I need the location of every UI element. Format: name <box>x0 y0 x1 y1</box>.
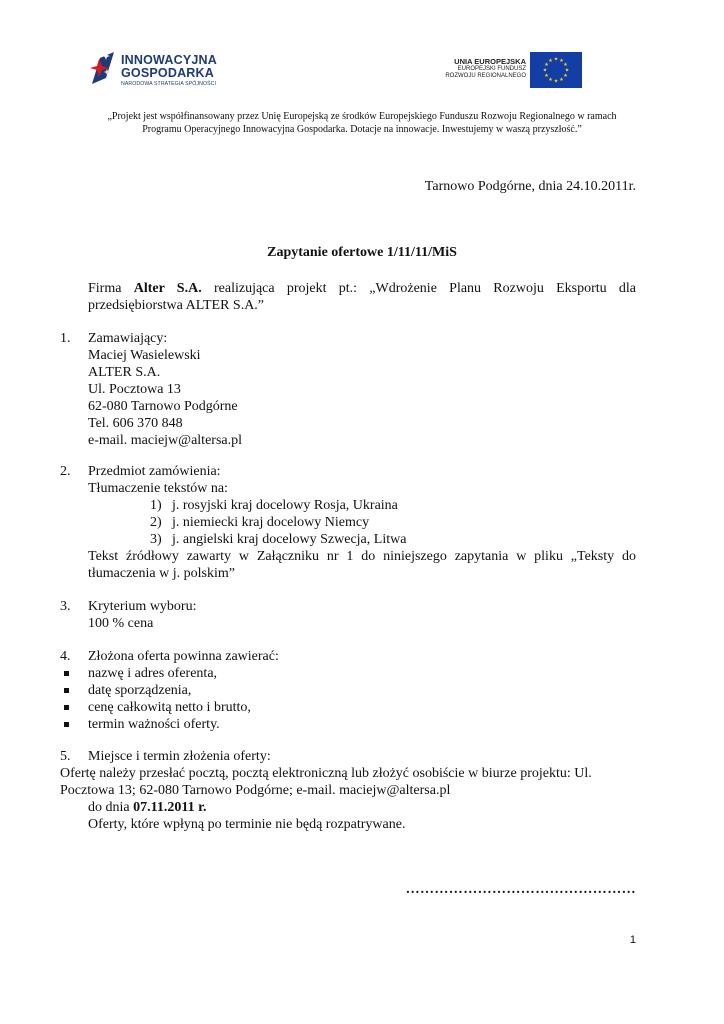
section3-number: 3. <box>60 599 71 614</box>
eu-flag-icon <box>530 52 582 88</box>
signature-line: ………………………………………… <box>405 882 636 897</box>
translation-item-number: 2) <box>150 515 162 530</box>
late-offers-note: Oferty, które wpłyną po terminie nie będą rozpatrywane. <box>88 817 406 832</box>
offer-requirement <box>60 699 636 716</box>
eu-title: UNIA EUROPEJSKA <box>454 57 526 66</box>
section-submission <box>60 748 636 833</box>
section2-subheading: Tłumaczenie tekstów na: <box>88 481 228 496</box>
translation-item-number: 3) <box>150 532 162 547</box>
offer-requirement <box>60 665 636 682</box>
offer-requirement <box>60 682 636 699</box>
contact-email: e-mail. maciejw@altersa.pl <box>88 433 242 448</box>
section5-number: 5. <box>60 749 71 764</box>
section4-number: 4. <box>60 649 71 664</box>
svg-text:★: ★ <box>553 56 559 63</box>
contact-company: ALTER S.A. <box>88 365 161 380</box>
deadline-prefix: do dnia <box>88 800 130 815</box>
bullet-icon <box>60 699 88 716</box>
submission-text: Ofertę należy przesłać pocztą, pocztą elektroniczną lub złożyć osobiście w biurze projektu: Ul. Pocztowa 13; 62-080 Tarnowo Podgórne; e-mail. maciejw@altersa.pl <box>60 766 592 798</box>
source-text-note: Tekst źródłowy zawarty w Załączniku nr 1 do niniejszego zapytania w pliku „Teksty do tłumaczenia w j. polskim” <box>88 549 636 581</box>
bullet-icon <box>60 665 88 682</box>
ig-subtitle: NARODOWA STRATEGIA SPÓJNOŚCI <box>121 81 217 87</box>
translation-item-text: j. rosyjski kraj docelowy Rosja, Ukraina <box>172 498 398 513</box>
section-subject <box>60 463 636 582</box>
svg-text:★: ★ <box>544 62 549 68</box>
svg-text:★: ★ <box>564 67 570 74</box>
deadline-date: 07.11.2011 r. <box>133 800 207 815</box>
date-line: Tarnowo Podgórne, dnia 24.10.2011r. <box>424 179 636 194</box>
bullet-icon <box>60 682 88 699</box>
svg-text:★: ★ <box>553 78 559 85</box>
ig-title-line1: INNOWACYJNA <box>121 53 217 67</box>
section4-heading: Złożona oferta powinna zawierać: <box>88 649 279 664</box>
page-number: 1 <box>629 934 636 946</box>
section3-heading: Kryterium wyboru: <box>88 599 197 614</box>
contact-name: Maciej Wasielewski <box>88 348 201 363</box>
criterion-value: 100 % cena <box>88 616 154 631</box>
section2-number: 2. <box>60 464 71 479</box>
section-offer-contents <box>60 648 636 733</box>
intro-company: Alter S.A. <box>133 281 202 296</box>
innowacyjna-gospodarka-logo <box>88 46 238 92</box>
section1-number: 1. <box>60 331 71 346</box>
translation-item-text: j. niemiecki kraj docelowy Niemcy <box>172 515 370 530</box>
svg-text:★: ★ <box>563 62 568 68</box>
intro-paragraph <box>88 280 636 314</box>
offer-requirement-text: termin ważności oferty. <box>88 717 220 732</box>
translation-item <box>60 497 636 514</box>
section5-heading: Miejsce i termin złożenia oferty: <box>88 749 271 764</box>
eu-fund-line2: ROZWOJU REGIONALNEGO <box>445 73 526 79</box>
intro-firma: Firma <box>88 281 122 296</box>
eu-fund-line1: EUROPEJSKI FUNDUSZ <box>457 66 526 72</box>
contact-city: 62-080 Tarnowo Podgórne <box>88 399 238 414</box>
section-criterion <box>60 598 636 632</box>
ig-title-line2: GOSPODARKA <box>121 66 214 80</box>
translation-item <box>60 531 636 548</box>
svg-text:★: ★ <box>544 73 549 79</box>
translation-item-text: j. angielski kraj docelowy Szwecja, Litwa <box>172 532 407 547</box>
svg-text:★: ★ <box>563 73 568 79</box>
section2-heading: Przedmiot zamówienia: <box>88 464 221 479</box>
offer-requirement <box>60 716 636 733</box>
eu-logo <box>440 52 582 88</box>
svg-text:★: ★ <box>559 77 564 83</box>
bullet-icon <box>60 716 88 733</box>
svg-text:★: ★ <box>559 58 564 64</box>
section1-heading: Zamawiający: <box>88 331 168 346</box>
offer-requirement-text: nazwę i adres oferenta, <box>88 666 218 681</box>
contact-street: Ul. Pocztowa 13 <box>88 382 181 397</box>
contact-phone: Tel. 606 370 848 <box>88 416 183 431</box>
translation-item <box>60 514 636 531</box>
offer-requirement-text: datę sporządzenia, <box>88 683 192 698</box>
cofinancing-note: „Projekt jest współfinansowany przez Unię Europejską ze środków Europejskiego Funduszu Rozwoju Regionalnego w ramach Programu Operacyjnego Innowacyjna Gospodarka. Dotacje na innowacje. Inwestujemy w waszą przyszłość.” <box>107 111 617 135</box>
ig-star-mark-icon <box>88 48 120 86</box>
translation-item-number: 1) <box>150 498 162 513</box>
deadline-line <box>60 799 636 816</box>
svg-text:★: ★ <box>548 77 553 83</box>
document-title: Zapytanie ofertowe 1/11/11/MiS <box>267 245 457 260</box>
section-ordering-party <box>60 330 636 449</box>
svg-text:★: ★ <box>548 58 553 64</box>
eu-logo-text <box>445 57 526 80</box>
intro-rest: realizująca projekt pt.: „Wdrożenie Planu Rozwoju Eksportu dla przedsiębiorstwa ALTER S.A.” <box>88 281 637 313</box>
svg-text:★: ★ <box>542 67 548 74</box>
offer-requirement-text: cenę całkowitą netto i brutto, <box>88 700 251 715</box>
